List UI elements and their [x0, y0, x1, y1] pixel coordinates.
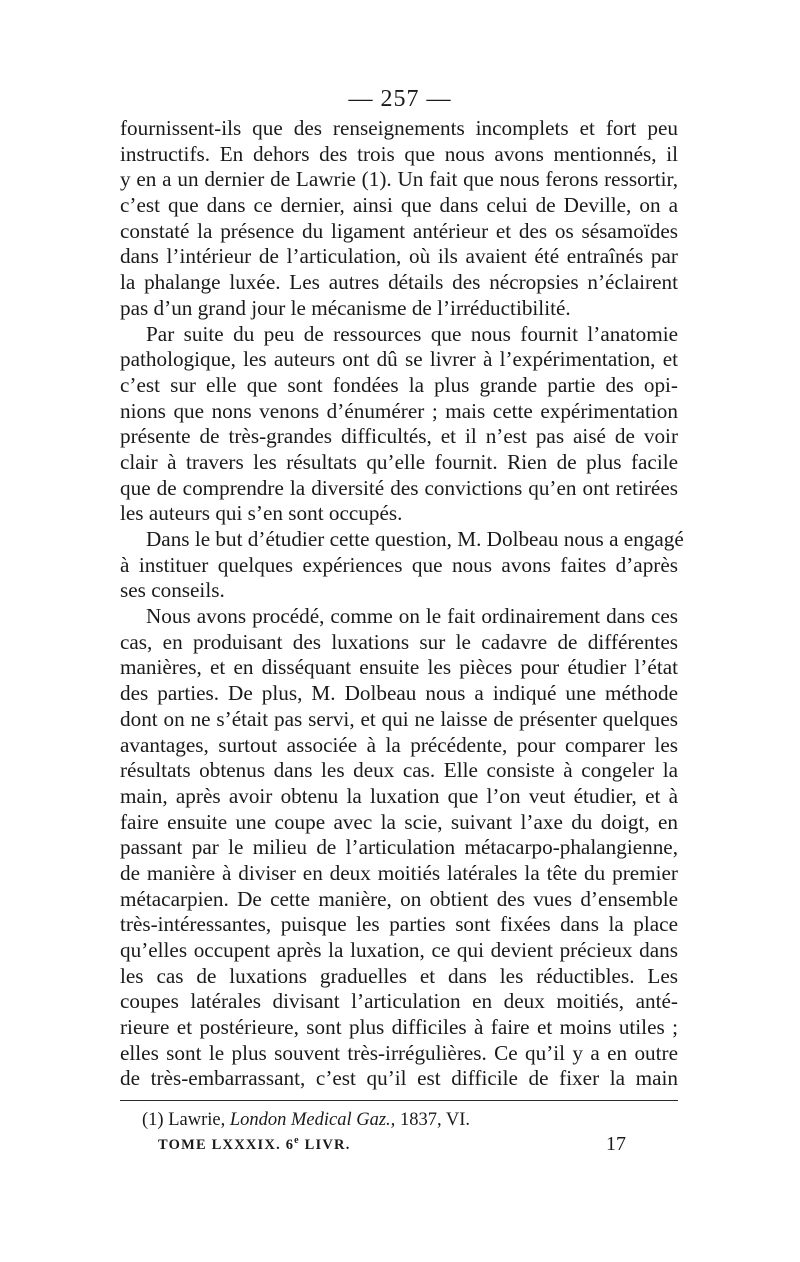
text-line: pathologique, les auteurs ont dû se livrer à l’expérimentation, et	[120, 347, 678, 372]
text-line: c’est que dans ce dernier, ainsi que dans celui de Deville, on a	[120, 193, 678, 218]
text-line: main, après avoir obtenu la luxation que l’on veut étudier, et à	[120, 783, 678, 808]
text-line: très-intéressantes, puisque les parties sont fixées dans la place	[120, 912, 678, 937]
text-line: rieure et postérieure, sont plus difficiles à faire et moins utiles ;	[120, 1015, 678, 1040]
text-line: clair à travers les résultats qu’elle fournit. Rien de plus facile	[120, 449, 678, 474]
text-line: coupes latérales divisant l’articulation en deux moitiés, anté-	[120, 989, 678, 1014]
signature-tome: TOME LXXXIX. 6	[158, 1136, 295, 1153]
text-line: qu’elles occupent après la luxation, ce qui devient précieux dans	[120, 938, 678, 962]
footnote	[142, 1108, 470, 1132]
text-line: dont on ne s’était pas servi, et qui ne laisse de présenter quelques	[120, 706, 678, 731]
text-line: la phalange luxée. Les autres détails des nécropsies n’éclairent	[120, 270, 678, 295]
text-line: y en a un dernier de Lawrie (1). Un fait que nous ferons ressortir,	[120, 167, 678, 192]
footnote-journal: London Medical Gaz.,	[229, 1110, 396, 1130]
printer-signature	[158, 1135, 351, 1154]
text-line: fournissent-ils que des renseignements incomplets et fort peu	[120, 116, 678, 140]
text-line: instructifs. En dehors des trois que nous avons mentionnés, il	[120, 141, 678, 166]
text-line: de manière à diviser en deux moitiés latérales la tête du premier	[120, 860, 678, 885]
text-line: constaté la présence du ligament antérieur et des os sésamoïdes	[120, 218, 678, 243]
text-line: c’est sur elle que sont fondées la plus grande partie des opi-	[120, 372, 678, 397]
footnote-divider	[120, 1100, 678, 1101]
text-line: des parties. De plus, M. Dolbeau nous a indiqué une méthode	[120, 681, 678, 706]
text-line: passant par le milieu de l’articulation métacarpo-phalangienne,	[120, 835, 678, 860]
footnote-details: 1837, VI.	[399, 1110, 470, 1130]
footnote-marker: (1)	[142, 1110, 164, 1130]
text-line: manières, et en disséquant ensuite les pièces pour étudier l’état	[120, 655, 678, 680]
text-line: les cas de luxations graduelles et dans les réductibles. Les	[120, 963, 678, 988]
footnote-author: Lawrie,	[168, 1110, 226, 1130]
text-line: que de comprendre la diversité des convictions qu’en ont retirées	[120, 475, 678, 500]
text-line: résultats obtenus dans les deux cas. Elle consiste à congeler la	[120, 758, 678, 783]
text-line: pas d’un grand jour le mécanisme de l’irréductibilité.	[120, 295, 571, 320]
text-line: elles sont le plus souvent très-irrégulières. Ce qu’il y a en outre	[120, 1040, 678, 1065]
text-line: avantages, surtout associée à la précédente, pour comparer les	[120, 732, 678, 757]
signature-sup: e	[294, 1135, 300, 1146]
signature-number: 17	[606, 1133, 626, 1155]
text-line: Nous avons procédé, comme on le fait ordinairement dans ces	[146, 604, 678, 629]
text-line: les auteurs qui s’en sont occupés.	[120, 501, 403, 526]
text-line: nions que nons venons d’énumérer ; mais cette expérimentation	[120, 398, 678, 423]
text-line: présente de très-grandes difficultés, et il n’est pas aisé de voir	[120, 424, 678, 449]
text-line: Dans le but d’étudier cette question, M. Dolbeau nous a engagé	[146, 527, 684, 551]
text-line: cas, en produisant des luxations sur le cadavre de différentes	[120, 629, 678, 654]
text-line: ses conseils.	[120, 578, 225, 603]
text-line: Par suite du peu de ressources que nous fournit l’anatomie	[146, 321, 678, 346]
body-text	[120, 116, 684, 1092]
text-line: à instituer quelques expériences que nous avons faites d’après	[120, 552, 678, 577]
text-line: faire ensuite une coupe avec la scie, suivant l’axe du doigt, en	[120, 809, 678, 834]
text-line: de très-embarrassant, c’est qu’il est difficile de fixer la main	[120, 1066, 678, 1091]
text-line: dans l’intérieur de l’articulation, où ils avaient été entraînés par	[120, 244, 678, 269]
text-line: métacarpien. De cette manière, on obtient des vues d’ensemble	[120, 886, 678, 911]
page-number: — 257 —	[348, 86, 452, 112]
signature-livr: LIVR.	[299, 1136, 351, 1153]
